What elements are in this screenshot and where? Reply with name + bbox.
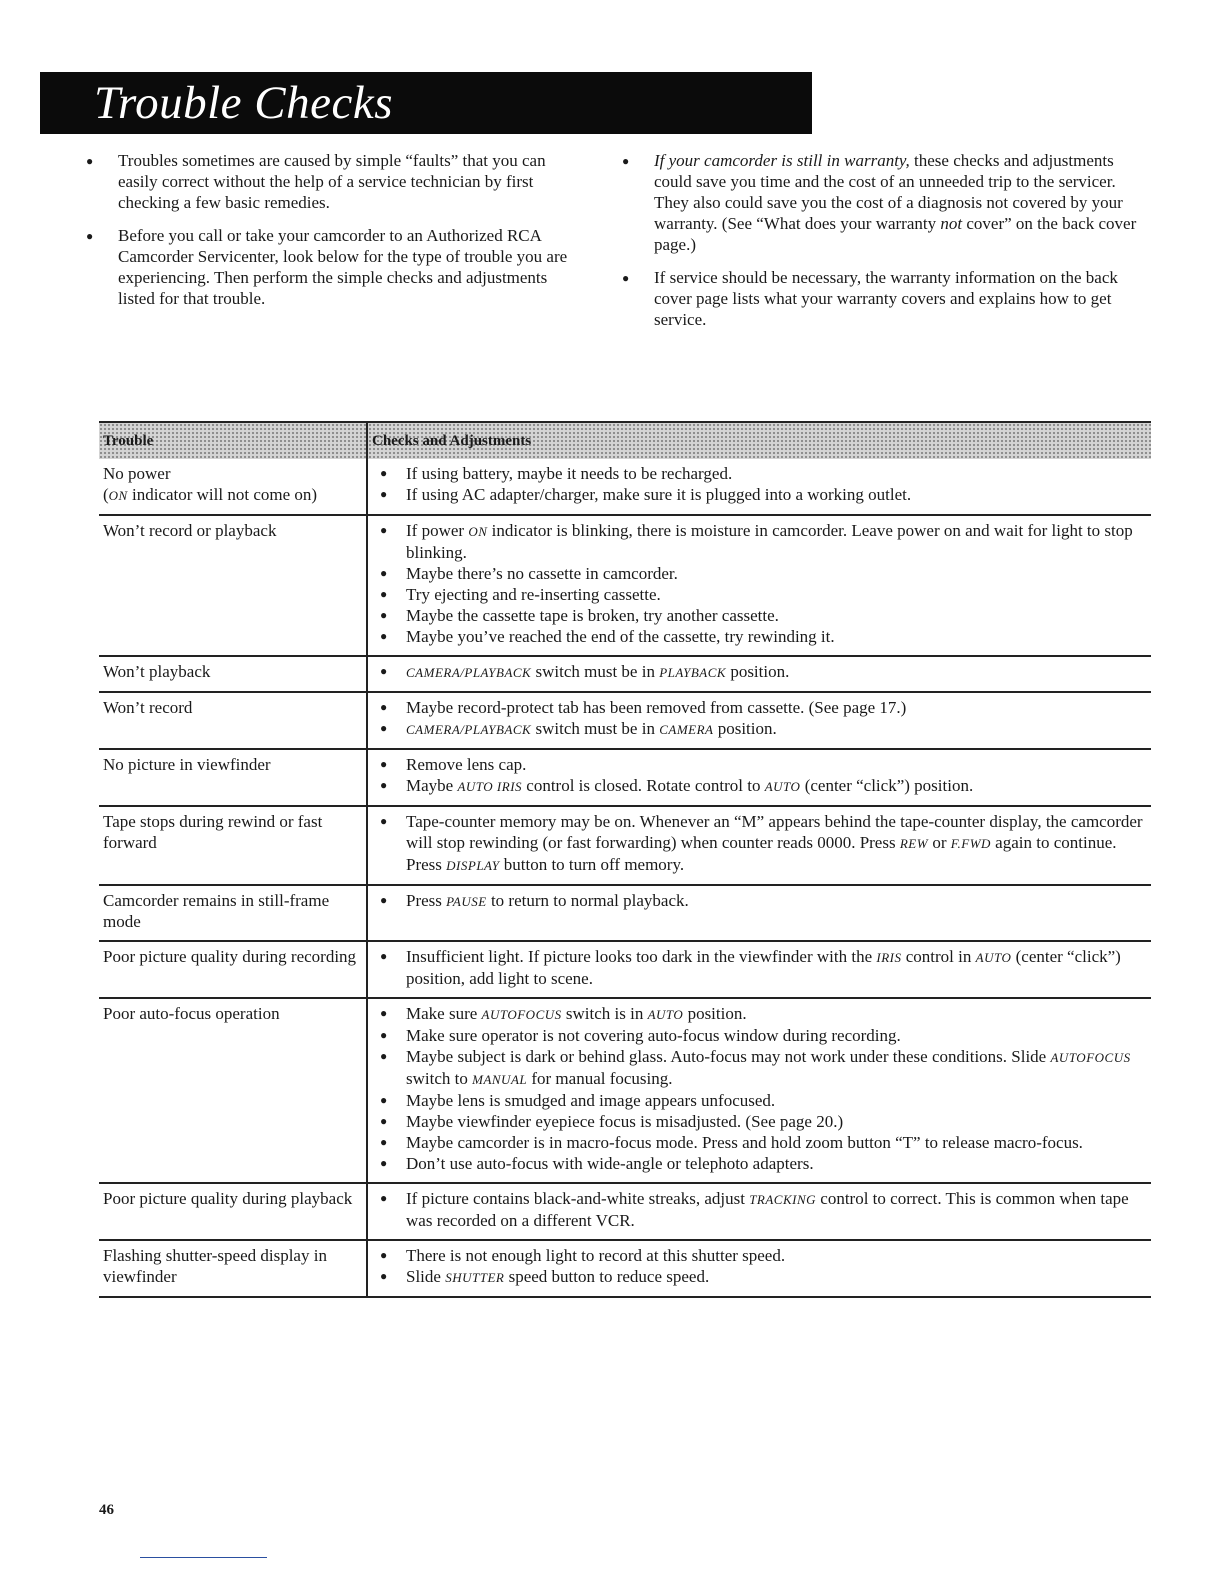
checks-cell	[367, 941, 1151, 998]
checks-cell	[367, 1240, 1151, 1297]
check-item: ● Maybe lens is smudged and image appears unfocused.	[376, 1090, 1147, 1111]
check-item: ● Maybe you’ve reached the end of the cassette, try rewinding it.	[376, 626, 1147, 647]
page-number: 46	[99, 1502, 114, 1518]
trouble-cell: Won’t record or playback	[99, 515, 367, 656]
trouble-cell: Tape stops during rewind or fast forward	[99, 806, 367, 885]
intro-bullet: ● If service should be necessary, the warranty information on the back cover page lists what your warranty covers and explains how to get service.	[622, 267, 1142, 330]
intro-bullet: ● Before you call or take your camcorder to an Authorized RCA Camcorder Servicenter, look below for the type of trouble you are experiencing. Then perform the simple checks and adjustments listed for that trouble.	[86, 225, 586, 309]
check-item: ● Press PAUSE to return to normal playback.	[376, 890, 1147, 912]
intro-bullet: ● If your camcorder is still in warranty, these checks and adjustments could save you time and the cost of an unneeded trip to the servicer. They also could save you the cost of a diagnosis not covered by your warranty. (See “What does your warranty not cover” on the back cover page.)	[622, 150, 1142, 255]
check-item: ● Try ejecting and re-inserting cassette.	[376, 584, 1147, 605]
check-item: ● CAMERA/PLAYBACK switch must be in PLAYBACK position.	[376, 661, 1147, 683]
check-item: ● Maybe AUTO IRIS control is closed. Rotate control to AUTO (center “click”) position.	[376, 775, 1147, 797]
checks-cell	[367, 515, 1151, 656]
table-row	[99, 1240, 1151, 1297]
trouble-cell: Poor picture quality during recording	[99, 941, 367, 998]
trouble-cell: Won’t playback	[99, 656, 367, 692]
check-item: ● Maybe record-protect tab has been removed from cassette. (See page 17.)	[376, 697, 1147, 718]
checks-cell	[367, 656, 1151, 692]
table-row	[99, 806, 1151, 885]
table-row	[99, 998, 1151, 1183]
check-item: ● Slide SHUTTER speed button to reduce speed.	[376, 1266, 1147, 1288]
table-row	[99, 941, 1151, 998]
checks-cell	[367, 749, 1151, 806]
check-item: ● Maybe there’s no cassette in camcorder.	[376, 563, 1147, 584]
title-banner	[40, 72, 812, 134]
check-item: ● If power ON indicator is blinking, there is moisture in camcorder. Leave power on and wait for light to stop blinking.	[376, 520, 1147, 563]
check-item: ● CAMERA/PLAYBACK switch must be in CAMERA position.	[376, 718, 1147, 740]
check-item: ● Maybe viewfinder eyepiece focus is misadjusted. (See page 20.)	[376, 1111, 1147, 1132]
check-item: ● Maybe subject is dark or behind glass. Auto-focus may not work under these conditions. Slide AUTOFOCUS switch to MANUAL for manual focusing.	[376, 1046, 1147, 1090]
trouble-cell: Won’t record	[99, 692, 367, 749]
check-item: ● There is not enough light to record at this shutter speed.	[376, 1245, 1147, 1266]
check-item: ● If picture contains black-and-white streaks, adjust TRACKING control to correct. This is common when tape was recorded on a different VCR.	[376, 1188, 1147, 1231]
trouble-cell: Flashing shutter-speed display in viewfinder	[99, 1240, 367, 1297]
table-header-row	[99, 422, 1151, 459]
table-row	[99, 749, 1151, 806]
check-item: ● Tape-counter memory may be on. Whenever an “M” appears behind the tape-counter display, the camcorder will stop rewinding (or fast forwarding) when counter reads 0000. Press REW or F.FWD again to continue. Press DISPLAY button to turn off memory.	[376, 811, 1147, 876]
table-row	[99, 515, 1151, 656]
check-item: ● Make sure AUTOFOCUS switch is in AUTO position.	[376, 1003, 1147, 1025]
trouble-checks-table	[99, 421, 1151, 1298]
checks-cell	[367, 885, 1151, 941]
column-header-checks: Checks and Adjustments	[367, 422, 1151, 459]
trouble-cell: Camcorder remains in still-frame mode	[99, 885, 367, 941]
check-item: ● Remove lens cap.	[376, 754, 1147, 775]
checks-cell	[367, 998, 1151, 1183]
footer-rule	[140, 1557, 267, 1558]
table-row	[99, 885, 1151, 941]
check-item: ● Insufficient light. If picture looks too dark in the viewfinder with the IRIS control in AUTO (center “click”) position, add light to scene.	[376, 946, 1147, 989]
table-row	[99, 656, 1151, 692]
check-item: ● Don’t use auto-focus with wide-angle or telephoto adapters.	[376, 1153, 1147, 1174]
intro-left-column	[86, 150, 586, 321]
check-item: ● If using battery, maybe it needs to be recharged.	[376, 463, 1147, 484]
table-row	[99, 459, 1151, 515]
trouble-cell: No picture in viewfinder	[99, 749, 367, 806]
check-item: ● Maybe the cassette tape is broken, try another cassette.	[376, 605, 1147, 626]
checks-cell	[367, 1183, 1151, 1240]
check-item: ● Maybe camcorder is in macro-focus mode. Press and hold zoom button “T” to release macro-focus.	[376, 1132, 1147, 1153]
page-title: Trouble Checks	[94, 77, 393, 129]
intro-right-column	[622, 150, 1142, 342]
trouble-cell: Poor picture quality during playback	[99, 1183, 367, 1240]
intro-bullet: ● Troubles sometimes are caused by simple “faults” that you can easily correct without the help of a service technician by first checking a few basic remedies.	[86, 150, 586, 213]
checks-cell	[367, 806, 1151, 885]
check-item: ● If using AC adapter/charger, make sure it is plugged into a working outlet.	[376, 484, 1147, 505]
check-item: ● Make sure operator is not covering auto-focus window during recording.	[376, 1025, 1147, 1046]
trouble-cell: Poor auto-focus operation	[99, 998, 367, 1183]
checks-cell	[367, 692, 1151, 749]
column-header-trouble: Trouble	[99, 422, 367, 459]
table-row	[99, 692, 1151, 749]
trouble-cell: No power (ON indicator will not come on)	[99, 459, 367, 515]
table-row	[99, 1183, 1151, 1240]
checks-cell	[367, 459, 1151, 515]
